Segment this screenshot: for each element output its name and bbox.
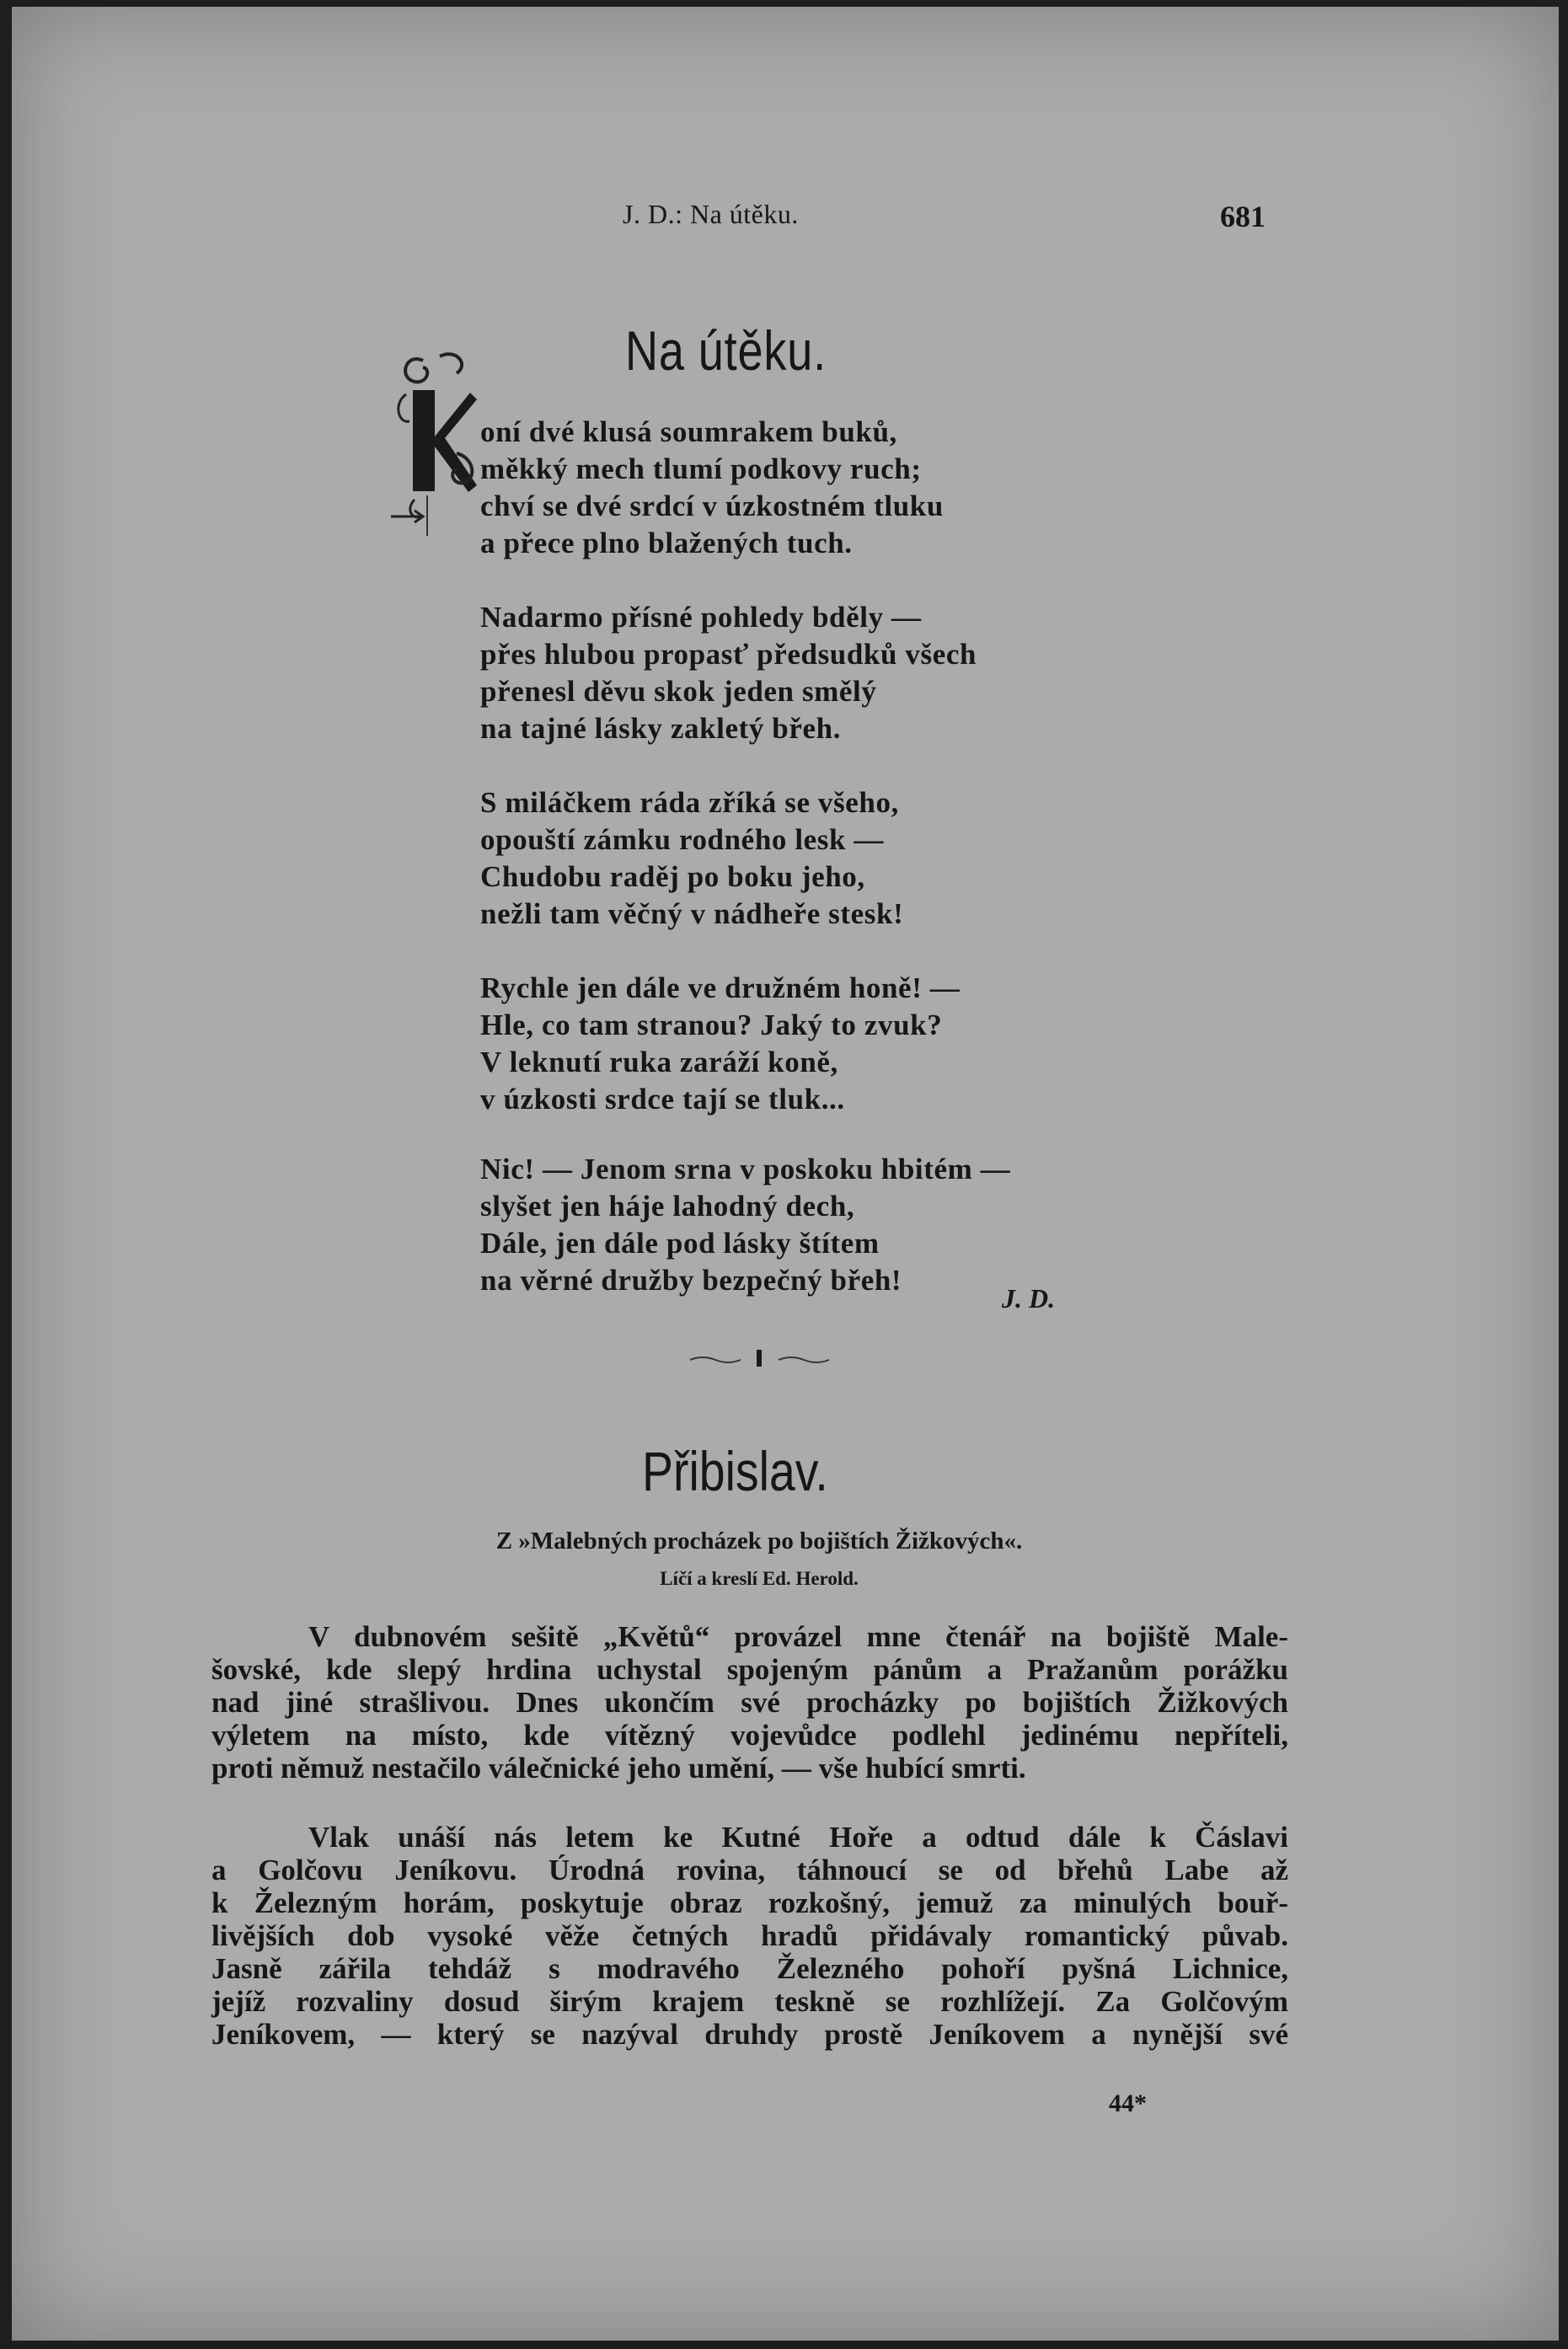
article-paragraph-1 bbox=[211, 1620, 1288, 1784]
paragraph-line: výletem na místo, kde vítězný vojevůdce podlehl jedinému nepříteli, bbox=[211, 1719, 1288, 1752]
article-title: Přibislav. bbox=[642, 1440, 828, 1502]
paragraph-line: k Železným horám, poskytuje obraz rozkošný, jemuž za minulých bouř- bbox=[211, 1886, 1288, 1919]
paragraph-line: jejíž rozvaliny dosud širým krajem teskně se rozhlížejí. Za Golčovým bbox=[211, 1985, 1288, 2018]
poem-line: S miláčkem ráda zříká se všeho, bbox=[480, 786, 899, 819]
poem-line: Chudobu raděj po boku jeho, bbox=[480, 860, 865, 893]
article-subtitle: Z »Malebných procházek po bojištích Žižkových«. bbox=[495, 1528, 1023, 1554]
running-header bbox=[12, 199, 1559, 233]
poem-line: přenesl děvu skok jeden smělý bbox=[480, 675, 877, 708]
page bbox=[12, 7, 1559, 2341]
paragraph-line: V dubnovém sešitě „Květů“ provázel mne čtenář na bojiště Male- bbox=[308, 1620, 1288, 1653]
stanza-1 bbox=[480, 414, 944, 562]
stanza-3 bbox=[480, 784, 903, 933]
poem-line: přes hlubou propasť předsudků všech bbox=[480, 638, 977, 671]
poem-line: slyšet jen háje lahodný dech, bbox=[480, 1190, 855, 1223]
poem-line: Nic! — Jenom srna v poskoku hbitém — bbox=[480, 1153, 1011, 1185]
poem-line: Dále, jen dále pod lásky štítem bbox=[480, 1227, 880, 1260]
poem-line: Hle, co tam stranou? Jaký to zvuk? bbox=[480, 1009, 943, 1041]
divider-flourish-icon bbox=[686, 1348, 838, 1368]
poem-line: Rychle jen dále ve družném honě! — bbox=[480, 971, 961, 1004]
poem-line: měkký mech tlumí podkovy ruch; bbox=[480, 452, 922, 485]
paragraph-line: nad jiné strašlivou. Dnes ukončím své procházky po bojištích Žižkových bbox=[211, 1686, 1288, 1719]
section-divider-ornament bbox=[686, 1348, 838, 1375]
paragraph-line: Vlak unáší nás letem ke Kutné Hoře a odtud dále k Čáslavi bbox=[308, 1821, 1288, 1854]
stanza-4 bbox=[480, 970, 960, 1118]
running-title: J. D.: Na útěku. bbox=[623, 199, 799, 229]
poem-line: chví se dvé srdcí v úzkostném tluku bbox=[480, 490, 944, 522]
paragraph-line: a Golčovu Jeníkovu. Úrodná rovina, táhnoucí se od břehů Labe až bbox=[211, 1854, 1288, 1886]
poem-line: V leknutí ruka zaráží koně, bbox=[480, 1046, 838, 1078]
drop-cap-ornament bbox=[389, 344, 482, 538]
poem-signature: J. D. bbox=[1002, 1283, 1056, 1314]
paragraph-line: Jeníkovem, — který se nazýval druhdy prostě Jeníkovem a nynější své bbox=[211, 2018, 1288, 2051]
poem-line: na tajné lásky zakletý břeh. bbox=[480, 712, 842, 745]
poem-title: Na útěku. bbox=[625, 319, 827, 382]
ornamental-initial-k-icon bbox=[389, 344, 482, 538]
stanza-5 bbox=[480, 1151, 1010, 1299]
stanza-2 bbox=[480, 599, 977, 747]
article-byline: Líčí a kreslí Ed. Herold. bbox=[660, 1568, 859, 1589]
paragraph-line: šovské, kde slepý hrdina uchystal spojeným pánům a Pražanům porážku bbox=[211, 1653, 1288, 1686]
poem-line: nežli tam věčný v nádheře stesk! bbox=[480, 897, 904, 930]
poem-line: Nadarmo přísné pohledy bděly — bbox=[480, 601, 922, 634]
poem-line: oní dvé klusá soumrakem buků, bbox=[480, 415, 897, 448]
page-number: 681 bbox=[1220, 200, 1266, 233]
poem-line: na věrné družby bezpečný břeh! bbox=[480, 1264, 902, 1297]
paragraph-line: Jasně zářila tehdáž s modravého Železného pohoří pyšná Lichnice, bbox=[211, 1952, 1288, 1985]
article-paragraph-2 bbox=[211, 1821, 1288, 2051]
poem-line: opouští zámku rodného lesk — bbox=[480, 823, 885, 856]
poem-line: a přece plno blažených tuch. bbox=[480, 527, 853, 559]
paragraph-line: proti němuž nestačilo válečnické jeho umění, — vše hubící smrti. bbox=[211, 1752, 1026, 1784]
poem-line: v úzkosti srdce tají se tluk... bbox=[480, 1083, 845, 1116]
paragraph-line: livějších dob vysoké věže četných hradů přidávaly romantický půvab. bbox=[211, 1919, 1288, 1952]
signature-mark: 44* bbox=[1109, 2089, 1147, 2117]
